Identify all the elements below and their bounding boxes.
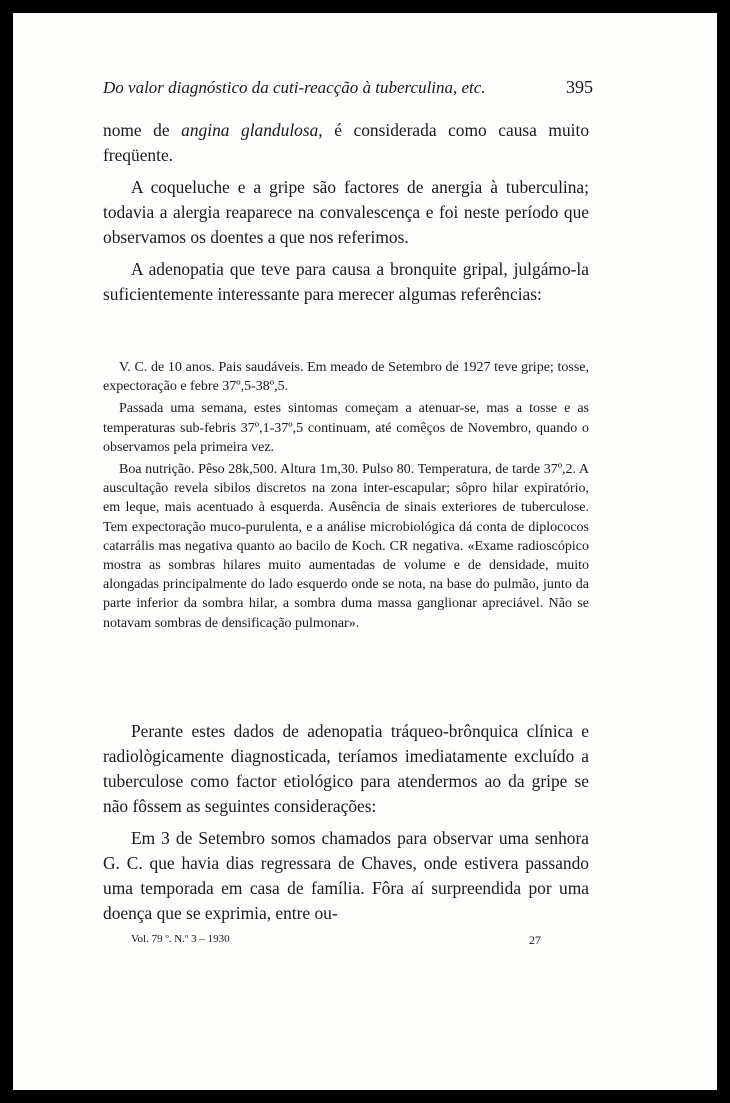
case-paragraph-1: V. C. de 10 anos. Pais saudáveis. Em meado de Setembro de 1927 teve gripe; tosse, expectoração e febre 37º,5-38º,5. [103,360,589,395]
page-footer [131,933,551,948]
volume-line: Vol. 79 º. N.º 3 – 1930 [131,933,230,945]
discussion-paragraph-2: Em 3 de Setembro somos chamados para observar uma senhora G. C. que havia dias regressara de Chaves, onde estivera passando uma temporada em casa de família. Fôra aí surpreendida por uma doença que se exprimia, entre ou- [103,828,589,923]
intro-paragraph-2: A coqueluche e a gripe são factores de anergia à tuberculina; todavia a alergia reaparece na convalescença e foi neste período que observamos os doentes a que nos referimos. [103,177,589,247]
signature-mark: 27 [529,933,541,947]
discussion-text [103,719,589,933]
intro-paragraph-1: nome de angina glandulosa, é considerada como causa muito freqüente. [103,120,590,165]
discussion-paragraph-1: Perante estes dados de adenopatia tráqueo-brônquica clínica e radiològicamente diagnosticada, teríamos imediatamente excluído a tuberculose como factor etiológico para atendermos ao da gripe se não fôssem as seguintes considerações: [103,721,589,816]
case-paragraph-2: Passada uma semana, estes sintomas começam a atenuar-se, mas a tosse e as temperaturas sub-febris 37º,1-37º,5 continuam, até comêços de Novembro, quando o observamos pela primeira vez. [103,401,589,455]
page-number: 395 [566,77,593,97]
case-report [103,358,589,636]
intro-text [103,118,589,314]
emphasis: angina glandulosa, [181,120,323,140]
running-header [103,77,593,98]
document-page [13,13,717,1090]
running-title: Do valor diagnóstico da cuti-reacção à tuberculina, etc. [103,78,486,97]
case-paragraph-3: Boa nutrição. Pêso 28k,500. Altura 1m,30. Pulso 80. Temperatura, de tarde 37º,2. A auscultação revela sibilos discretos na zona inter-escapular; sôpro hilar expiratório, em leque, mais acentuado à esquerda. Ausência de sinais exteriores de tuberculose. Tem expectoração muco-purulenta, e a análise microbiológica dá conta de diplococos catarrális mas negativa quanto ao bacilo de Koch. CR negativa. «Exame radioscópico mostra as sombras hilares muito aumentadas de volume e de densidade, muito alongadas principalmente do lado esquerdo onde se nota, na base do pulmão, junto da parte inferior da sombra hilar, a sombra duma massa ganglionar apreciável. Não se notavam sombras de densificação pulmonar». [103,462,589,631]
intro-paragraph-3: A adenopatia que teve para causa a bronquite gripal, julgámo-la suficientemente interessante para merecer algumas referências: [103,259,589,304]
